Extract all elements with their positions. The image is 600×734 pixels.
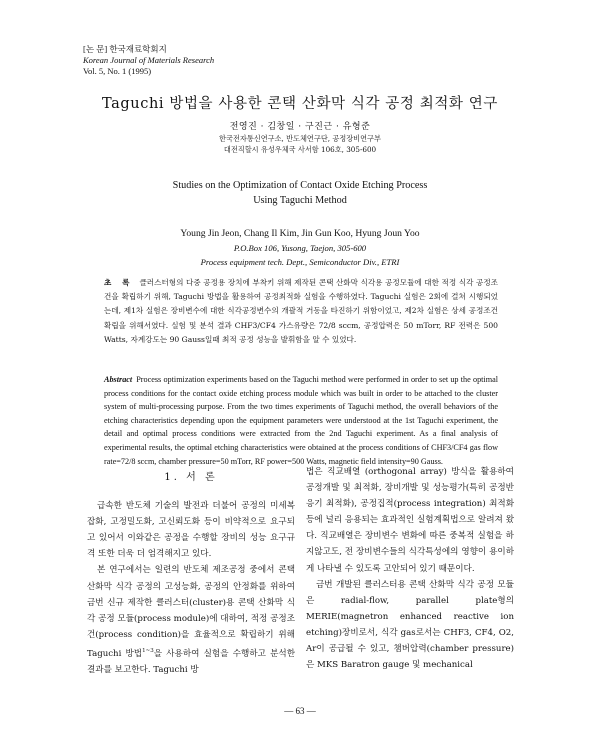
column-left xyxy=(87,464,295,678)
authors-english: Young Jin Jeon, Chang Il Kim, Jin Gun Koo, Hyung Joun Yoo xyxy=(180,228,420,239)
title-english-line-1: Studies on the Optimization of Contact Oxide Etching Process xyxy=(172,180,428,191)
reference-superscript: 1~3 xyxy=(142,647,154,654)
intro-paragraph-2 xyxy=(87,562,295,678)
intro-paragraph-2-text-a: 본 연구에서는 일련의 반도체 제조공정 중에서 콘택 산화막 식각 공정의 고성능화, 공정의 안정화를 위하여 금번 신규 제작한 클러스터(cluster)용 콘택 산화막 식각 공정 모듈(process module)에 대하여, 적정 공정조건(process condition)을 효율적으로 확립하기 위해 Taguchi 방법 xyxy=(87,565,295,659)
title-english xyxy=(0,178,600,208)
right-paragraph-1: 법은 직교배열 (orthogonal array) 방식을 활용하여 공정개발 및 최적화, 장비개발 및 성능평가(특히 공정반응기 최적화), 공정집적(process integration) 최적화 등에 널리 응용되는 효과적인 실험계획법으로 알려져 왔다. 직교배열은 장비변수 변화에 따른 중복적 실험을 하지않고도, 전 장비변수들의 식각특성에의 영향이 용이하게 나타낼 수 있도록 고안되어 있기 때문이다. xyxy=(306,467,514,574)
intro-paragraph-1: 급속한 반도체 기술의 발전과 더불어 공정의 미세복잡화, 고정밀도화, 고신뢰도화 등이 비약적으로 요구되고 있어서 이와같은 공정을 수행할 장비의 성능 요구규격 또한 더욱 더 엄격해지고 있다. xyxy=(87,501,295,560)
column-right xyxy=(306,464,514,673)
authors-korean: 전영진 · 김창일 · 구진근 · 유형준 xyxy=(229,122,371,132)
intro-paragraph-2-text-b: 을 사용하여 실험을 수행하고 분석한 결과를 보고한다. Taguchi 방 xyxy=(87,648,296,675)
section-heading-introduction: 1. 서 론 xyxy=(164,472,218,483)
title-english-line-2: Using Taguchi Method xyxy=(253,195,347,206)
abstract-korean-label: 초 록 xyxy=(104,278,134,287)
journal-name-en: Korean Journal of Materials Research xyxy=(83,55,215,65)
journal-volume: Vol. 5, No. 1 (1995) xyxy=(83,66,152,76)
journal-header xyxy=(83,44,214,77)
affiliation-english-2: Process equipment tech. Dept., Semiconductor Div., ETRI xyxy=(200,257,400,267)
abstract-english-text: Process optimization experiments based on the Taguchi method were performed in order to set up the optimal process conditions for the contact oxide etching process module which was built in order to be attached to the cluster system of multi-processing purpose. From the two times experiments of Taguchi method, the overall behaviors of the etching characteristics depending upon the equipment parameters were understood at the 1st Taguchi experiment, the detail and optimal process conditions were extracted from the 2nd Taguchi experiment. As a final analysis of experimental results, the optimal etching characteristics were obtained at the process conditions of CHF3/CF4 gas flow rate=72/8 sccm, chamber pressure=50 mTorr, RF power=500 Watts, magnetic field intensity=90 Gauss. xyxy=(104,375,498,466)
affiliation-korean-1: 한국전자통신연구소, 반도체연구단, 공정장비연구부 xyxy=(219,134,381,143)
abstract-english xyxy=(104,373,498,468)
journal-name-ko: [논 문] 한국재료학회지 xyxy=(83,44,167,54)
affiliation-english-1: P.O.Box 106, Yusong, Taejon, 305-600 xyxy=(233,243,367,253)
abstract-english-label: Abstract xyxy=(104,375,133,384)
title-korean: Taguchi 방법을 사용한 콘택 산화막 식각 공정 최적화 연구 xyxy=(102,96,498,112)
page-number: — 63 — xyxy=(284,706,316,716)
abstract-korean xyxy=(104,276,498,347)
abstract-korean-text: 클러스터형의 다중 공정용 장치에 부착키 위해 제작된 콘택 산화막 식각용 공정모듈에 대한 적정 식각 공정조건을 확립하기 위해, Taguchi 방법을 활용하여 공정최적화 실험을 수행하였다. Taguchi 실험은 2회에 걸쳐 시행되었는데, 제1차 실험은 장비변수에 대한 식각공정변수의 개괄적 거동을 타진하기 위함이었고, 제2차 실험은 상세 공정조건 확립을 위해서였다. 실험 및 분석 결과 CHF3/CF4 가스유량은 72/8 sccm, 공정압력은 50 mTorr, RF 전력은 500 Watts, 자계강도는 90 Gauss일때 최적 공정 성능을 발휘함을 알 수 있었다. xyxy=(104,278,498,344)
affiliation-korean-2: 대전직할시 유성우체국 사서함 106호, 305-600 xyxy=(223,145,377,154)
right-paragraph-2: 금번 개발된 클러스터용 콘택 산화막 식각 공정 모듈은 radial-flow, parallel plate형의 MERIE(magnetron enhanced reactive ion etching)장비로서, 식각 gas로서는 CHF3, CF4, O2, Ar이 공급될 수 있고, 챔버압력(chamber pressure)은 MKS Baratron gauge 및 mechanical xyxy=(306,579,514,671)
